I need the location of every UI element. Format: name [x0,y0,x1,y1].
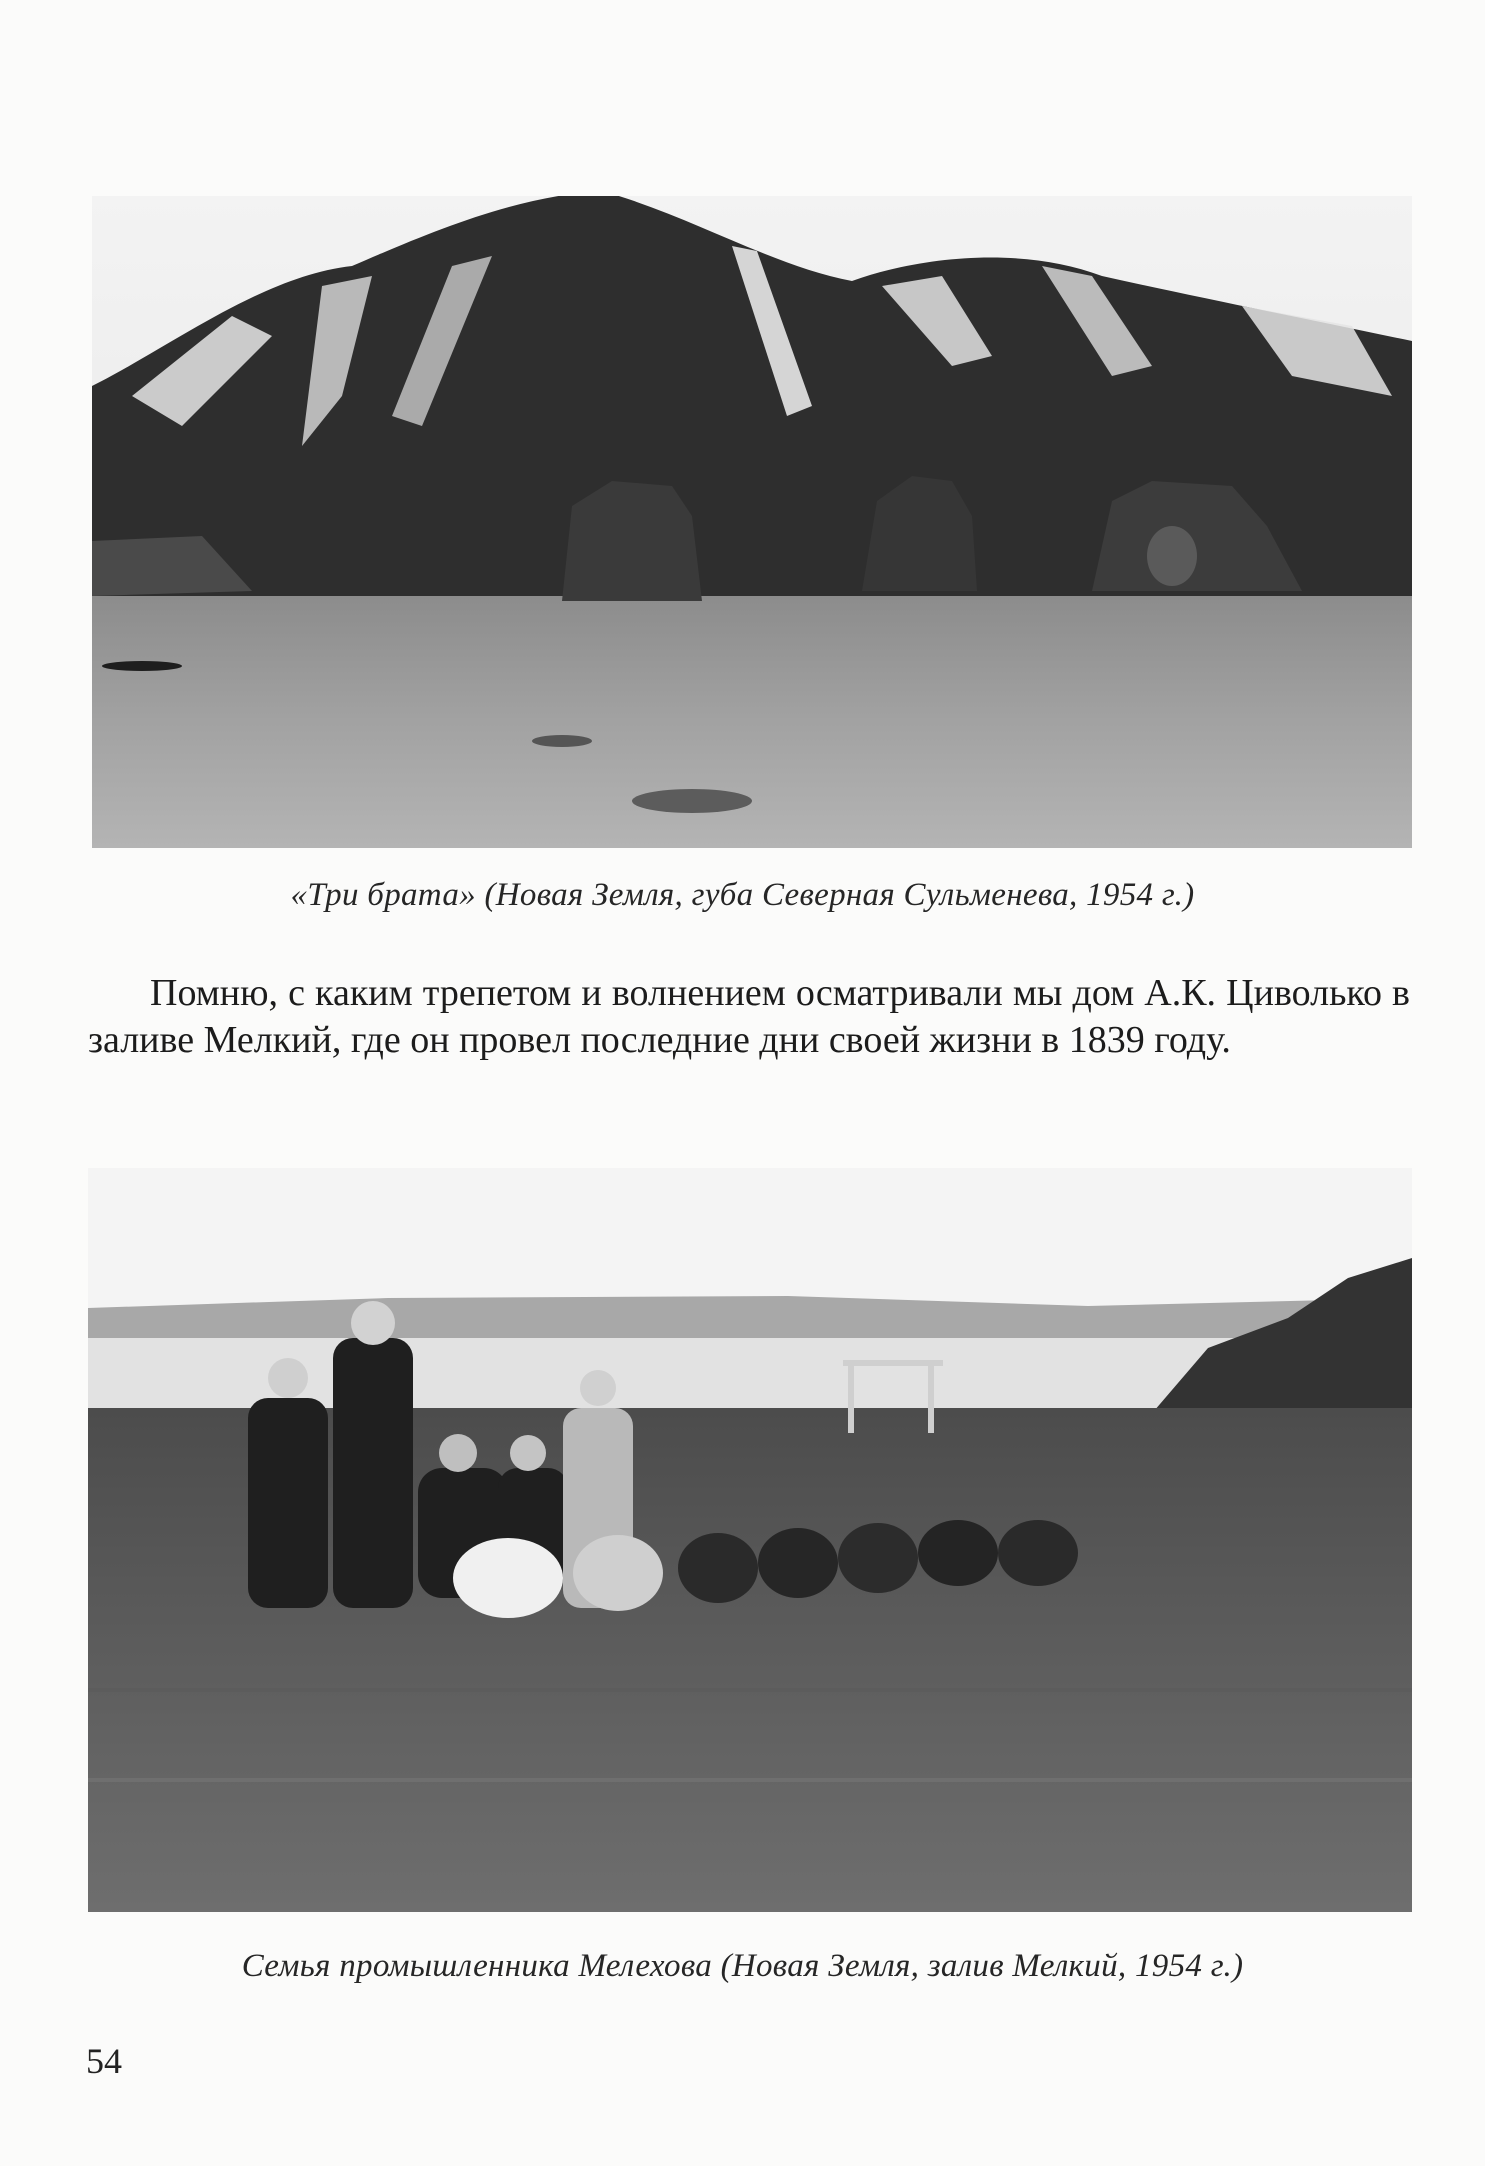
body-paragraph [88,970,1410,1064]
photo-caption-top: «Три брата» (Новая Земля, губа Северная Сульменева, 1954 г.) [290,877,1195,913]
photo-melekhov-family-image [88,1168,1412,1912]
paragraph-text: Помню, с каким трепетом и волнением осматривали мы дом А.К. Циволько в заливе Мелкий, где он провел последние дни своей жизни в 1839 году. [88,972,1410,1061]
photo-three-brothers [92,196,1412,848]
photo-three-brothers-image [92,196,1412,848]
page-number: 54 [86,2041,122,2081]
photo-caption-bottom: Семья промышленника Мелехова (Новая Земля, залив Мелкий, 1954 г.) [241,1948,1244,1984]
photo-melekhov-family [88,1168,1412,1912]
